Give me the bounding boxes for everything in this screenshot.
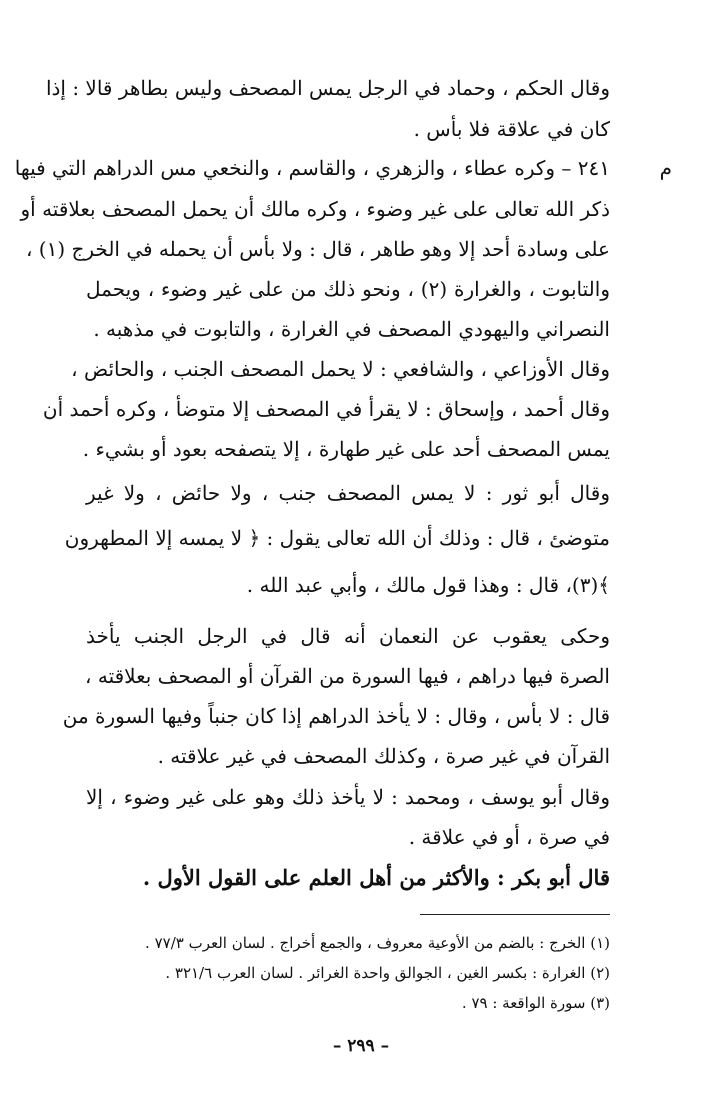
text-line: وقال أحمد ، وإسحاق : لا يقرأ في المصحف إلا متوضأ ، وكره أحمد أن xyxy=(42,397,610,421)
text-line: النصراني واليهودي المصحف في الغرارة ، والتابوت في مذهبه . xyxy=(93,317,610,341)
text-line: وقال الحكم ، وحماد في الرجل يمس المصحف وليس بطاهر قالا : إذا xyxy=(45,76,610,100)
page-number: – ٢٩٩ – xyxy=(332,1036,390,1056)
footnote: (٢) الغرارة : بكسر الغين ، الجوالق واحدة الغرائر . لسان العرب ٣٢١/٦ . xyxy=(165,964,610,982)
footnote: (٣) سورة الواقعة : ٧٩ . xyxy=(461,994,610,1012)
text-line: يمس المصحف أحد على غير طهارة ، إلا يتصفحه بعود أو بشيء . xyxy=(82,437,610,461)
paragraph-marker: م xyxy=(659,156,672,180)
text-line: القرآن في غير صرة ، وكذلك المصحف في غير علاقته . xyxy=(157,744,610,768)
text-line: ٢٤١ – وكره عطاء ، والزهري ، والقاسم ، والنخعي مس الدراهم التي فيها xyxy=(14,156,610,180)
closing-statement: قال أبو بكر : والأكثر من أهل العلم على القول الأول . xyxy=(142,865,610,890)
text-line: متوضئ ، قال : وذلك أن الله تعالى يقول : ﴿ لا يمسه إلا المطهرون xyxy=(64,526,610,550)
text-line: وقال أبو يوسف ، ومحمد : لا يأخذ ذلك وهو على غير وضوء ، إلا xyxy=(86,785,610,809)
footnote: (١) الخرج : بالضم من الأوعية معروف ، والجمع أخراج . لسان العرب ٧٧/٣ . xyxy=(145,934,610,952)
footnote-divider xyxy=(420,914,610,915)
text-line: كان في علاقة فلا بأس . xyxy=(413,117,610,141)
text-line: وقال أبو ثور : لا يمس المصحف جنب ، ولا حائض ، ولا غير xyxy=(86,481,610,505)
text-line: الصرة فيها دراهم ، فيها السورة من القرآن أو المصحف بعلاقته ، xyxy=(85,664,610,688)
text-line: في صرة ، أو في علاقة . xyxy=(408,825,610,849)
text-line: والتابوت ، والغرارة (٢) ، ونحو ذلك من على غير وضوء ، ويحمل xyxy=(86,277,610,301)
text-line: على وسادة أحد إلا وهو طاهر ، قال : ولا بأس أن يحمله في الخرج (١) ، xyxy=(25,237,610,261)
text-line: وقال الأوزاعي ، والشافعي : لا يحمل المصحف الجنب ، والحائض ، xyxy=(71,357,610,381)
text-line: ﴾(٣)، قال : وهذا قول مالك ، وأبي عبد الله . xyxy=(246,573,610,597)
text-line: وحكى يعقوب عن النعمان أنه قال في الرجل الجنب يأخذ xyxy=(86,624,610,648)
text-line: ذكر الله تعالى على غير وضوء ، وكره مالك أن يحمل المصحف بعلاقته أو xyxy=(20,197,610,221)
text-line: قال : لا بأس ، وقال : لا يأخذ الدراهم إذا كان جنباً وفيها السورة من xyxy=(62,704,610,728)
